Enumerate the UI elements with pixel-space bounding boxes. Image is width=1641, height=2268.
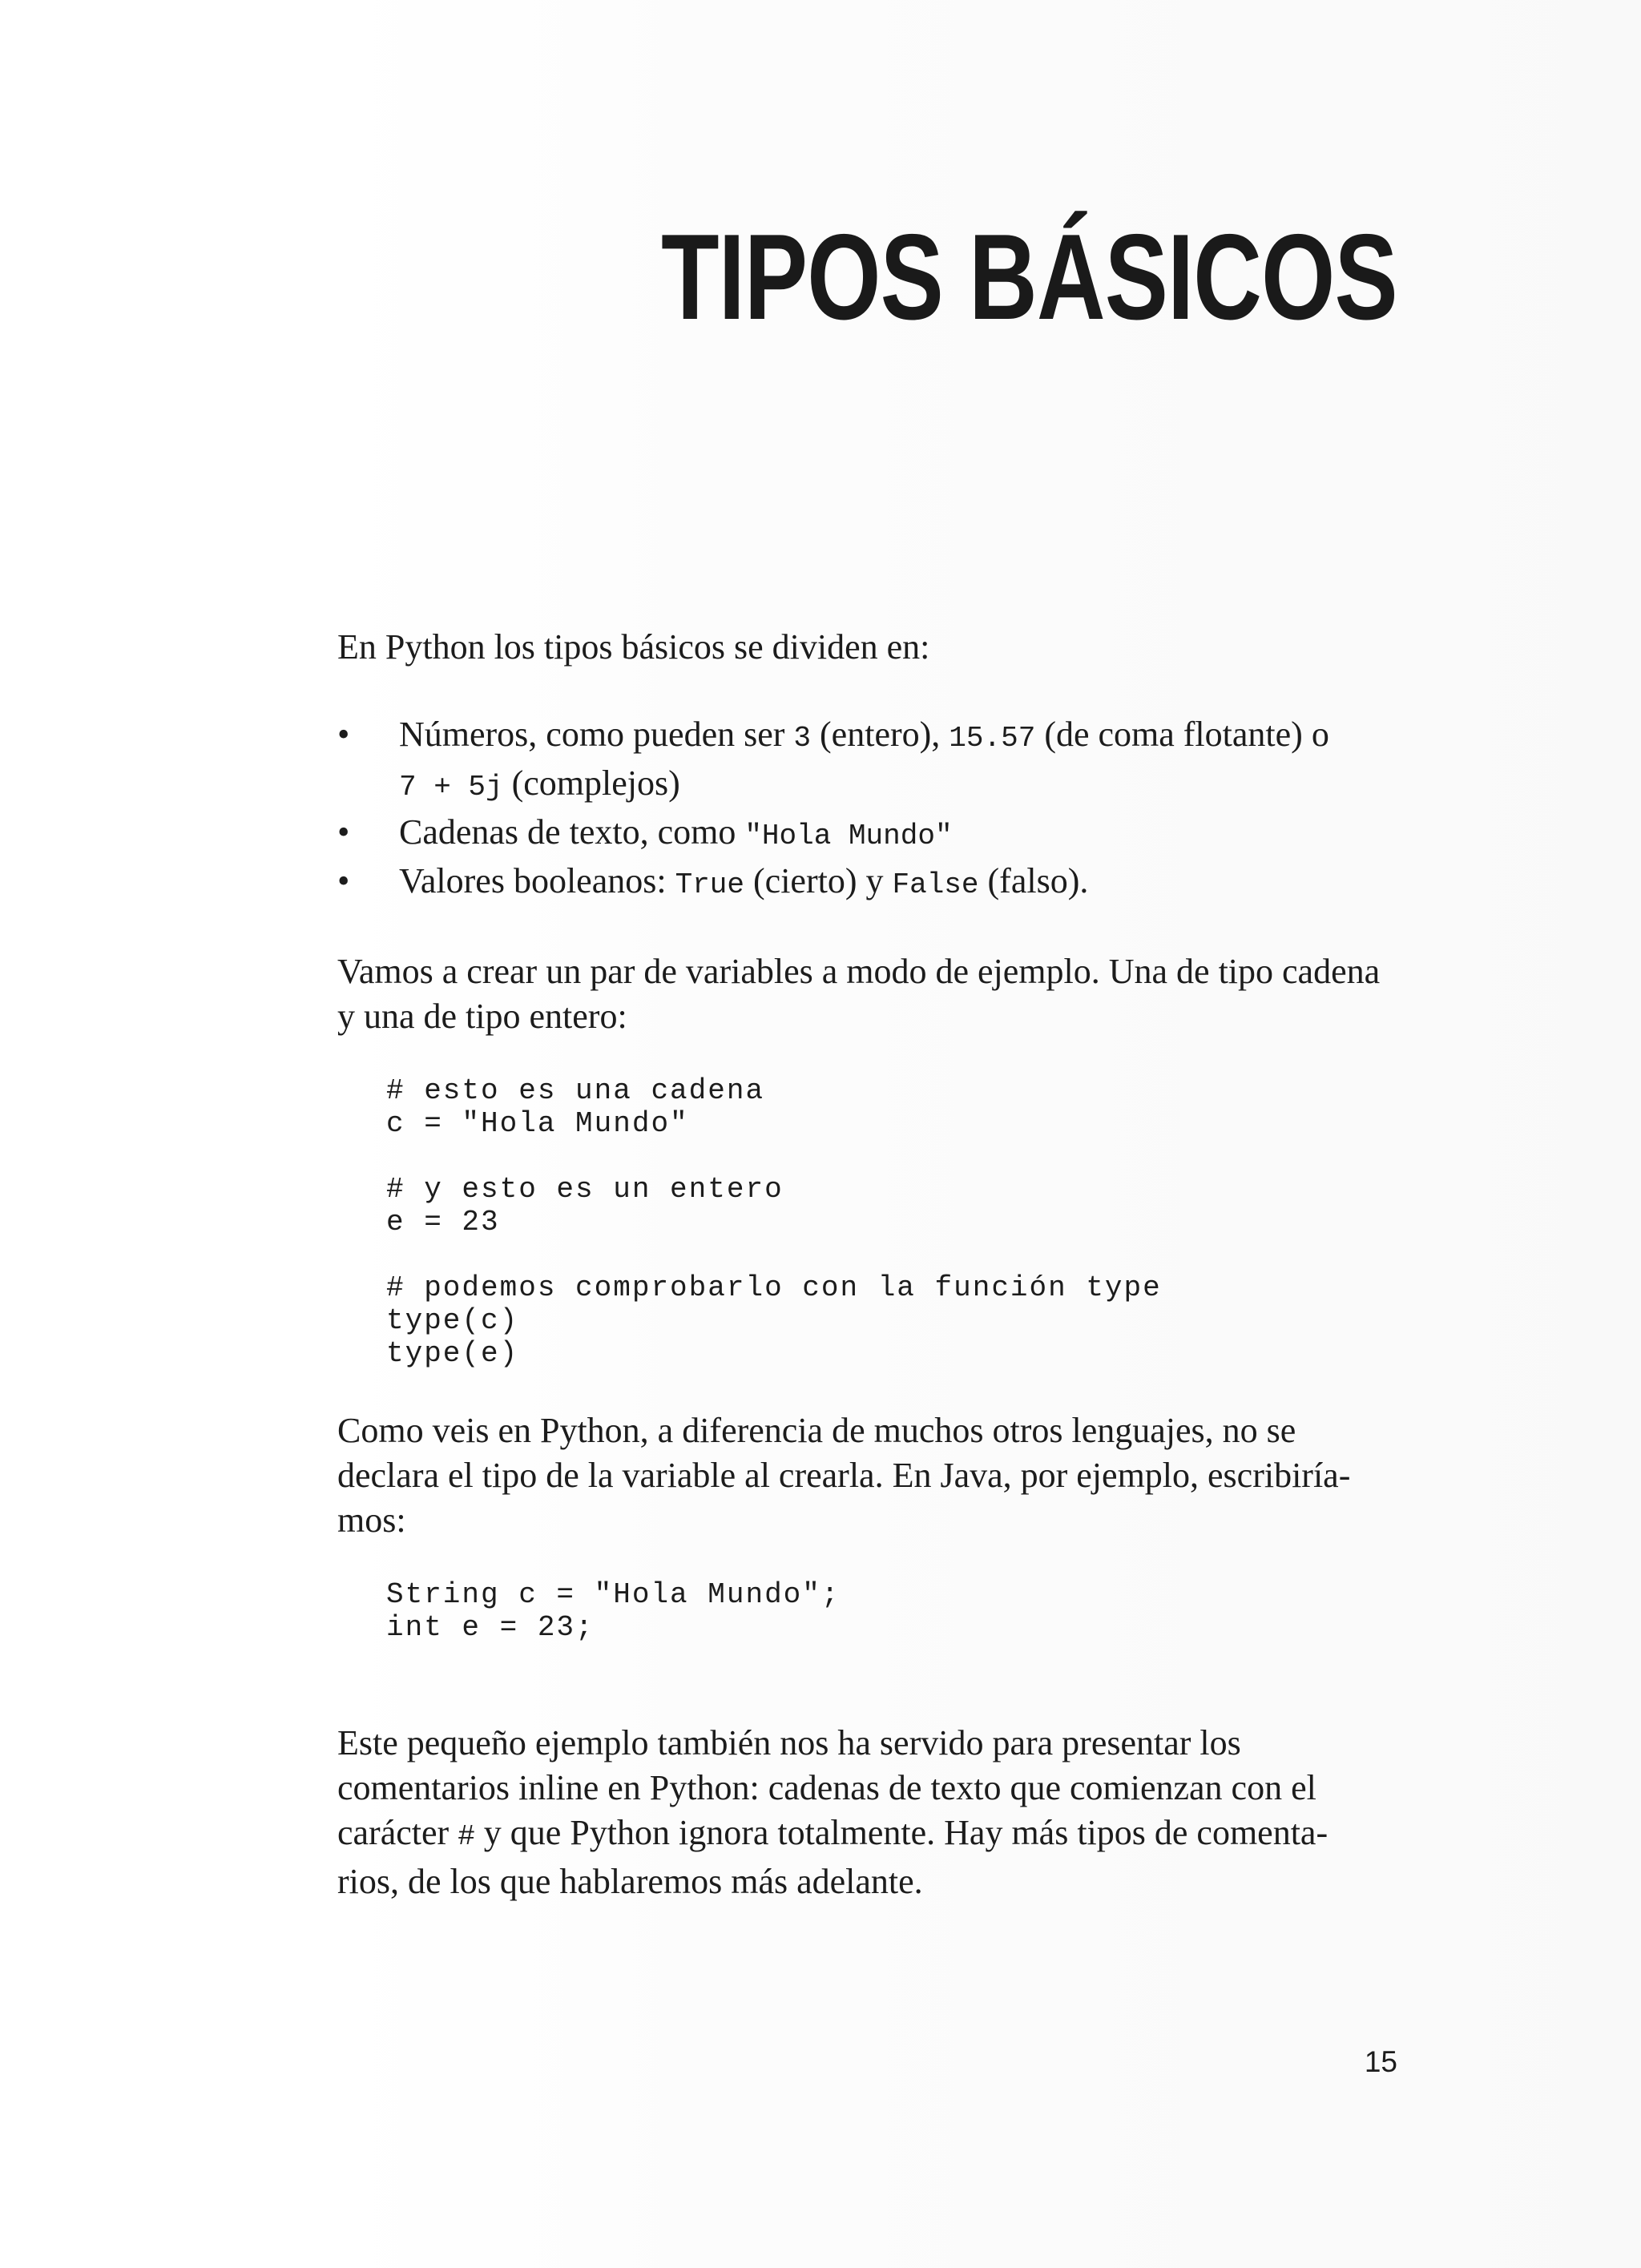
list-item-numbers: • Números, como pueden ser 3 (entero), 15.57 (de coma flotante) o 7 + 5j (complejos): [337, 712, 1403, 810]
bullet-icon: •: [337, 715, 350, 754]
intro-paragraph: En Python los tipos básicos se dividen en:: [337, 627, 930, 667]
code-inline: False: [892, 868, 979, 901]
page-number: 15: [1364, 2045, 1397, 2078]
code-line: type(c): [386, 1304, 519, 1337]
code-inline: 15.57: [949, 722, 1036, 755]
code-inline: #: [458, 1820, 475, 1853]
chapter-title: TIPOS BÁSICOS: [661, 209, 1397, 345]
code-line: # podemos comprobarlo con la función type: [386, 1271, 1162, 1304]
code-line: c = "Hola Mundo": [386, 1107, 689, 1140]
code-line: type(e): [386, 1337, 519, 1370]
python-code-block: [386, 1074, 1403, 1370]
java-comparison-paragraph: Como veis en Python, a diferencia de muchos otros lenguajes, no se declara el tipo de la variable al crearla. En Java, por ejemplo, escribiría- mos:: [337, 1411, 1351, 1540]
code-line: # esto es una cadena: [386, 1074, 765, 1107]
variables-paragraph: Vamos a crear un par de variables a modo de ejemplo. Una de tipo cadena y una de tipo entero:: [337, 952, 1381, 1036]
bullet-icon: •: [337, 812, 350, 852]
code-inline: 7 + 5j: [399, 771, 503, 804]
page-body: [337, 625, 1403, 1904]
code-line: String c = "Hola Mundo";: [386, 1578, 841, 1611]
code-inline: 3: [793, 722, 812, 755]
code-line: int e = 23;: [386, 1611, 595, 1644]
basic-types-list: [337, 712, 1403, 908]
code-line: e = 23: [386, 1206, 500, 1239]
comments-paragraph: Este pequeño ejemplo también nos ha servido para presentar los comentarios inline en Python: cadenas de texto que comienzan con el carácter # y que Python ignora totalmente. Hay más tipos de comenta- rios, de los que hablaremos más adelante.: [337, 1723, 1329, 1901]
list-item-strings: • Cadenas de texto, como "Hola Mundo": [337, 810, 1403, 859]
code-line: # y esto es un entero: [386, 1173, 784, 1206]
java-code-block: [386, 1578, 1403, 1644]
code-inline: "Hola Mundo": [744, 820, 953, 852]
bullet-icon: •: [337, 861, 350, 900]
list-item-booleans: • Valores booleanos: True (cierto) y False (falso).: [337, 859, 1403, 908]
code-inline: True: [675, 868, 745, 901]
